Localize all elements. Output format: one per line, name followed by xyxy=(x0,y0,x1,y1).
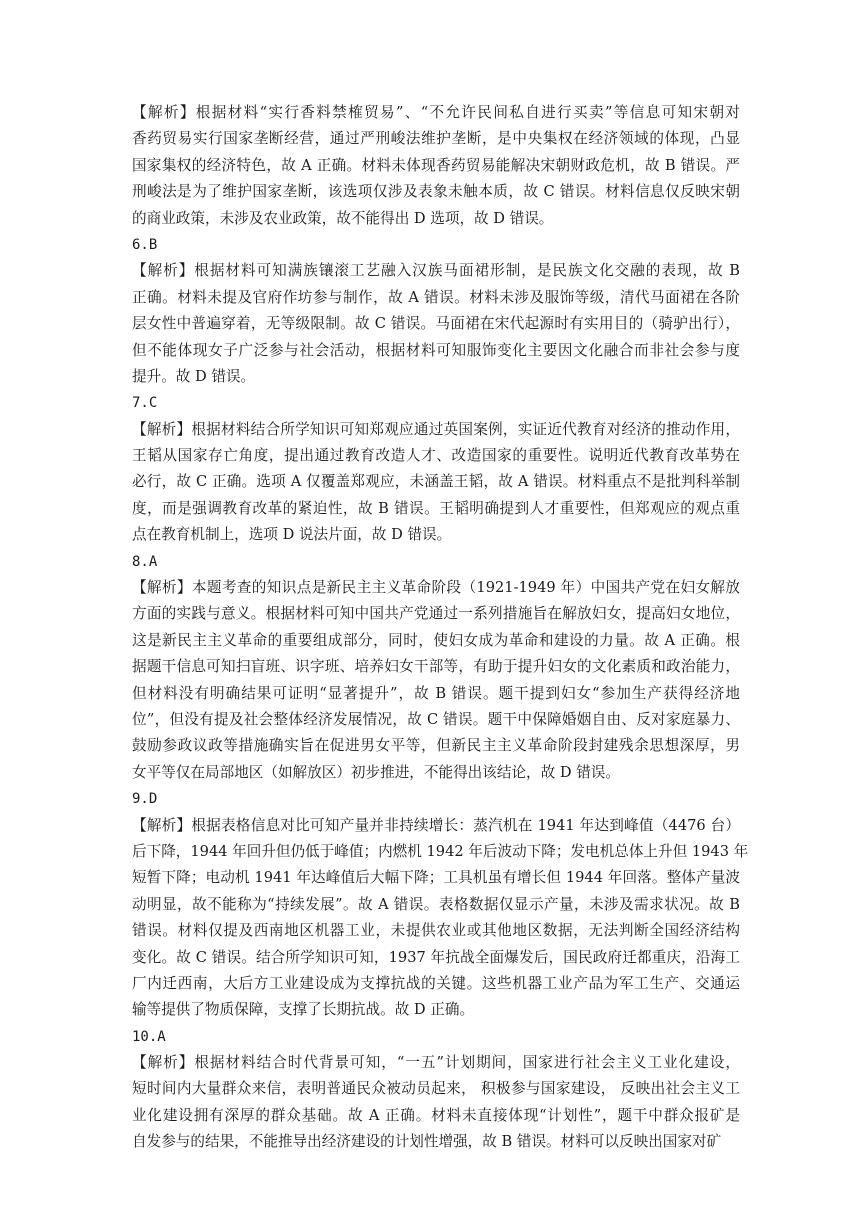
explanation-line: 短时间内大量群众来信，表明普通民众被动员起来， 积极参与国家建设， 反映出社会主义工 xyxy=(132,1080,740,1098)
explanation-line: 香药贸易实行国家垄断经营，通过严刑峻法维护垄断，是中央集权在经济领域的体现，凸显 xyxy=(132,130,740,148)
explanation-line: 方面的实践与意义。根据材料可知中国共产党通过一系列措施旨在解放妇女，提高妇女地位， xyxy=(132,605,740,623)
explanation-line: 变化。故 C 错误。结合所学知识可知，1937 年抗战全面爆发后，国民政府迁都重庆，沿海工 xyxy=(132,948,740,966)
explanation-line: 输等提供了物质保障，支撑了长期抗战。故 D 正确。 xyxy=(132,1001,475,1019)
answer-number: 8.A xyxy=(132,553,158,570)
explanation-line: 必行，故 C 正确。选项 A 仅覆盖郑观应，未涵盖王韬，故 A 错误。材料重点不是批判科举制 xyxy=(132,473,740,491)
explanation-line: 【解析】根据材料可知满族镶滚工艺融入汉族马面裙形制，是民族文化交融的表现，故 B xyxy=(132,262,740,280)
explanation-line: 【解析】本题考查的知识点是新民主主义革命阶段（1921-1949 年）中国共产党在妇女解放 xyxy=(132,579,740,597)
explanation-line: 点在教育机制上，选项 D 说法片面，故 D 错误。 xyxy=(132,526,452,544)
explanation-line: 度，而是强调教育改革的紧迫性，故 B 错误。王韬明确提到人才重要性，但郑观应的观点重 xyxy=(132,499,740,517)
explanation-line: 的商业政策，未涉及农业政策，故不能得出 D 选项，故 D 错误。 xyxy=(132,209,554,227)
explanation-line: 短暂下降；电动机 1941 年达峰值后大幅下降；工具机虽有增长但 1944 年回落。整体产量波 xyxy=(132,869,740,887)
explanation-line: 【解析】根据材料“实行香料禁榷贸易”、“不允许民间私自进行买卖”等信息可知宋朝对 xyxy=(132,104,740,121)
explanation-line: 王韬从国家存亡角度，提出通过教育改造人才、改造国家的重要性。说明近代教育改革势在 xyxy=(132,447,740,465)
explanation-line: 刑峻法是为了维护国家垄断，该选项仅涉及表象未触本质，故 C 错误。材料信息仅反映宋朝 xyxy=(132,183,740,201)
explanation-line: 【解析】根据材料结合时代背景可知，“一五”计划期间，国家进行社会主义工业化建设， xyxy=(132,1054,740,1072)
explanation-line: 【解析】根据表格信息对比可知产量并非持续增长：蒸汽机在 1941 年达到峰值（4476 台） xyxy=(132,816,740,834)
explanation-line: 【解析】根据材料结合所学知识可知郑观应通过英国案例，实证近代教育对经济的推动作用， xyxy=(132,420,740,438)
explanation-line: 错误。材料仅提及西南地区机器工业，未提供农业或其他地区数据，无法判断全国经济结构 xyxy=(132,922,740,940)
explanation-line: 自发参与的结果，不能推导出经济建设的计划性增强，故 B 错误。材料可以反映出国家对矿 xyxy=(132,1133,722,1151)
explanation-line: 提升。故 D 错误。 xyxy=(132,367,256,385)
answer-block xyxy=(132,100,740,232)
explanation-line: 动明显，故不能称为“持续发展”。故 A 错误。表格数据仅显示产量，未涉及需求状况。故 B xyxy=(132,895,740,913)
answer-block xyxy=(132,549,740,787)
answer-number: 10.A xyxy=(132,1028,166,1045)
answer-block xyxy=(132,1024,740,1156)
explanation-line: 正确。材料未提及官府作坊参与制作，故 A 错误。材料未涉及服饰等级，清代马面裙在各阶 xyxy=(132,288,740,306)
explanation-line: 位”，但没有提及社会整体经济发展情况，故 C 错误。题干中保障婚姻自由、反对家庭暴力、 xyxy=(132,710,740,728)
explanation-line: 但材料没有明确结果可证明“显著提升”，故 B 错误。题干提到妇女“参加生产获得经济地 xyxy=(132,684,740,702)
explanation-line: 国家集权的经济特色，故 A 正确。材料未体现香药贸易能解决宋朝财政危机，故 B 错误。严 xyxy=(132,156,740,174)
answer-number: 9.D xyxy=(132,791,158,808)
answer-number: 7.C xyxy=(132,395,158,412)
explanation-line: 厂内迁西南，大后方工业建设成为支撑抗战的关键。这些机器工业产品为军工生产、交通运 xyxy=(132,974,740,992)
answer-block xyxy=(132,786,749,1024)
explanation-line: 据题干信息可知扫盲班、识字班、培养妇女干部等，有助于提升妇女的文化素质和政治能力， xyxy=(132,658,740,676)
explanation-line: 业化建设拥有深厚的群众基础。故 A 正确。材料未直接体现“计划性”，题干中群众报矿是 xyxy=(132,1106,740,1124)
explanation-line: 但不能体现女子广泛参与社会活动，根据材料可知服饰变化主要因文化融合而非社会参与度 xyxy=(132,341,740,359)
explanation-line: 这是新民主主义革命的重要组成部分，同时，使妇女成为革命和建设的力量。故 A 正确。根 xyxy=(132,631,740,649)
answer-number: 6.B xyxy=(132,236,158,253)
answer-block xyxy=(132,390,740,548)
explanation-line: 层女性中普遍穿着，无等级限制。故 C 错误。马面裙在宋代起源时有实用目的（骑驴出行）， xyxy=(132,315,740,333)
explanation-line: 后下降，1944 年回升但仍低于峰值；内燃机 1942 年后波动下降；发电机总体上升但 1943 年 xyxy=(132,842,749,860)
explanation-line: 女平等仅在局部地区（如解放区）初步推进，不能得出该结论，故 D 错误。 xyxy=(132,763,620,781)
explanation-line: 鼓励参政议政等措施确实旨在促进男女平等，但新民主主义革命阶段封建残余思想深厚，男 xyxy=(132,737,740,755)
answer-explanations xyxy=(132,100,749,1156)
answer-block xyxy=(132,232,740,390)
